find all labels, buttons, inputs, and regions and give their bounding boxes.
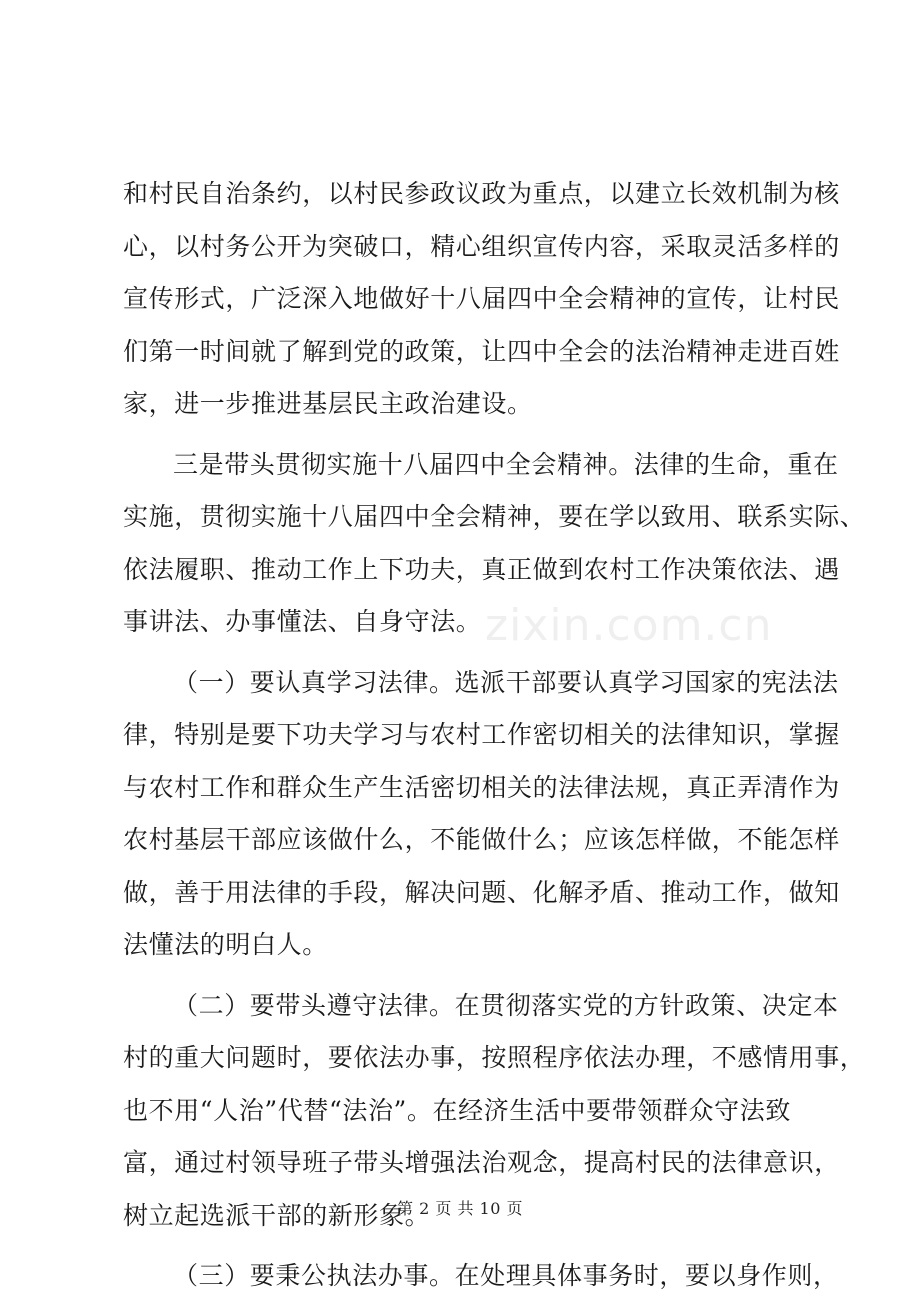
text-line: 家，进一步推进基层民主政治建设。: [123, 389, 533, 418]
text-line: 富，通过村领导班子带头增强法治观念，提高村民的法律意识，: [123, 1148, 840, 1177]
text-line: 也不用“人治”代替“法治”。在经济生活中要带领群众守法致: [123, 1095, 791, 1125]
watermark: zixin.com.cn: [485, 600, 773, 651]
text-line: 依法履职、推动工作上下功夫，真正做到农村工作决策依法、遇: [123, 554, 840, 584]
text-line: 律，特别是要下功夫学习与农村工作密切相关的法律知识，掌握: [123, 720, 840, 749]
text-line: 们第一时间就了解到党的政策，让四中全会的法治精神走进百姓: [123, 336, 840, 366]
text-line: 三是带头贯彻实施十八届四中全会精神。法律的生命，重在: [173, 449, 839, 479]
text-line: 宣传形式，广泛深入地做好十八届四中全会精神的宣传，让村民: [123, 284, 840, 313]
text-line: 事讲法、办事懂法、自身守法。: [123, 607, 482, 636]
text-line: 法懂法的明白人。: [123, 930, 328, 959]
text-line: （二）要带头遵守法律。在贯彻落实党的方针政策、决定本: [173, 990, 839, 1020]
text-line: 树立起选派干部的新形象。: [123, 1200, 431, 1230]
text-line: 做，善于用法律的手段，解决问题、化解矛盾、推动工作，做知: [123, 877, 840, 907]
document-body: [123, 168, 866, 1303]
text-line: 心，以村务公开为突破口，精心组织宣传内容，采取灵活多样的: [123, 231, 840, 261]
text-line: 农村基层干部应该做什么，不能做什么；应该怎样做，不能怎样: [123, 825, 840, 854]
text-line: 实施，贯彻实施十八届四中全会精神，要在学以致用、联系实际、: [123, 502, 866, 531]
text-line: （一）要认真学习法律。选派干部要认真学习国家的宪法法: [173, 667, 839, 697]
text-line: 村的重大问题时，要依法办事，按照程序依法办理，不感情用事，: [123, 1043, 866, 1072]
text-line: 与农村工作和群众生产生活密切相关的法律法规，真正弄清作为: [123, 772, 840, 802]
text-line: （三）要秉公执法办事。在处理具体事务时，要以身作则，: [173, 1261, 839, 1290]
text-line: 和村民自治条约，以村民参政议政为重点，以建立长效机制为核: [123, 179, 840, 208]
page-footer: 第 2 页 共 10 页: [397, 1199, 523, 1218]
